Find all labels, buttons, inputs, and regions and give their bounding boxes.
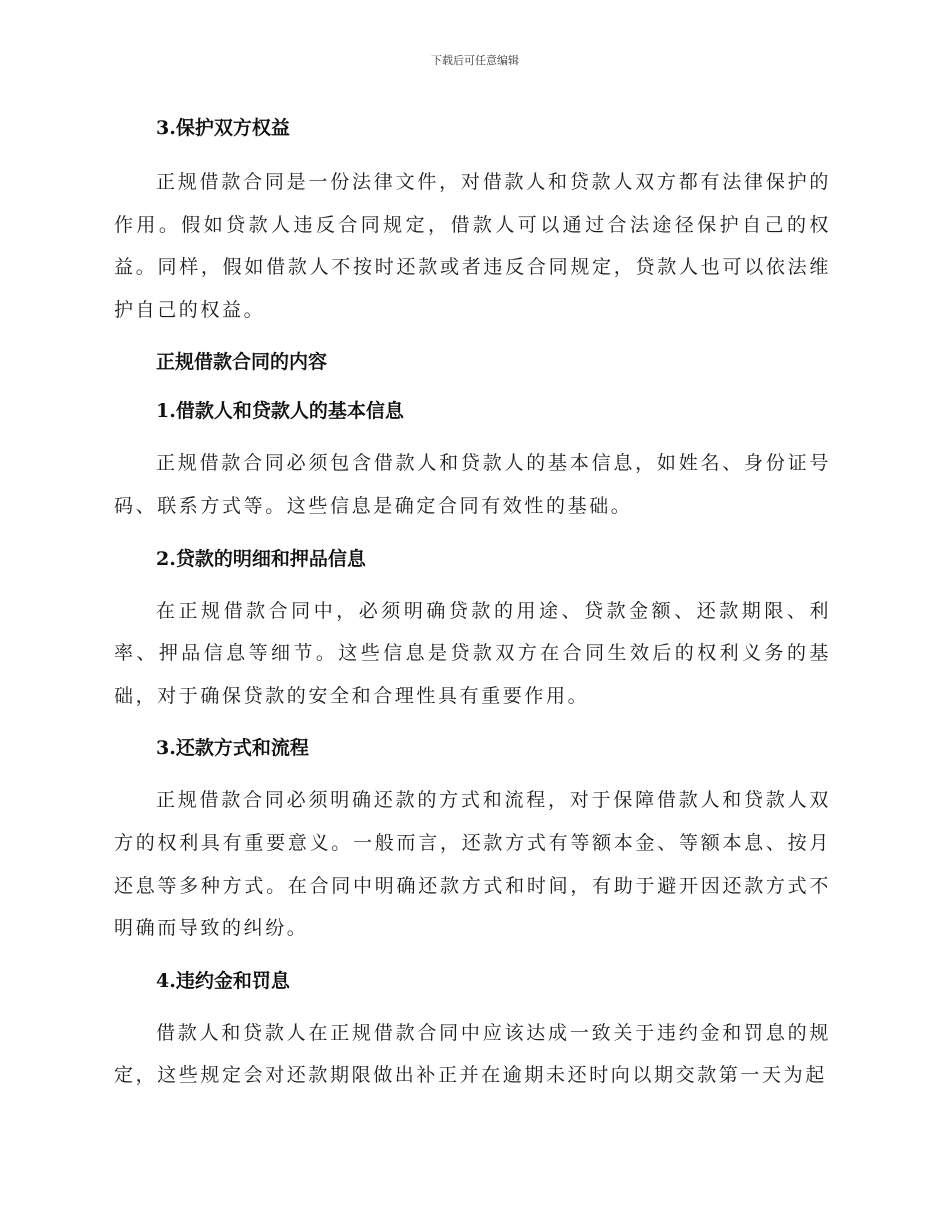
section-heading-basic-info: 1.借款人和贷款人的基本信息 [156,400,404,423]
section-heading-penalty: 4.违约金和罚息 [156,969,290,992]
paragraph-loan-details: 在正规借款合同中，必须明确贷款的用途、贷款金额、还款期限、利率、押品信息等细节。这些信息是贷款双方在合同生效后的权利义务的基础，对于确保贷款的安全和合理性具有重要作用。 [114,599,831,707]
paragraph-penalty: 借款人和贷款人在正规借款合同中应该达成一致关于违约金和罚息的规定，这些规定会对还款期限做出补正并在逾期未还时向以期交款第一天为起 [114,1021,831,1087]
section-heading-repayment: 3.还款方式和流程 [156,737,309,760]
paragraph-protect-rights: 正规借款合同是一份法律文件，对借款人和贷款人双方都有法律保护的作用。假如贷款人违反合同规定，借款人可以通过合法途径保护自己的权益。同样，假如借款人不按时还款或者违反合同规定，贷款人也可以依法维护自己的权益。 [114,171,831,321]
paragraph-repayment: 正规借款合同必须明确还款的方式和流程，对于保障借款人和贷款人双方的权利具有重要意义。一般而言，还款方式有等额本金、等额本息、按月还息等多种方式。在合同中明确还款方式和时间，有助于避开因还款方式不明确而导致的纠纷。 [114,789,831,940]
section-heading-loan-details: 2.贷款的明细和押品信息 [156,547,366,570]
page-header: 下载后可任意编辑 [431,54,519,67]
section-heading-contract-content: 正规借款合同的内容 [156,351,328,374]
section-heading-protect-rights: 3.保护双方权益 [156,117,290,139]
paragraph-basic-info: 正规借款合同必须包含借款人和贷款人的基本信息，如姓名、身份证号码、联系方式等。这些信息是确定合同有效性的基础。 [114,452,831,517]
document-body [114,112,831,1097]
